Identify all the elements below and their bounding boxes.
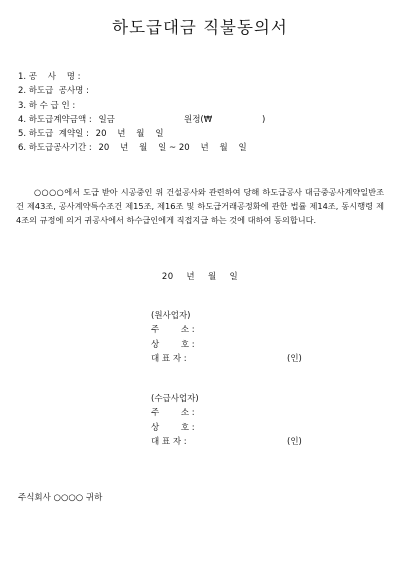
principal-representative-row[interactable] xyxy=(151,352,321,366)
seal-mark: (인) xyxy=(287,436,302,447)
address-label: 주 소 : xyxy=(151,408,195,419)
company-label: 상 호 : xyxy=(151,339,195,350)
document-title: 하도급대금 직불동의서 xyxy=(112,18,288,37)
company-label: 상 호 : xyxy=(151,422,195,433)
field-subcontract-name xyxy=(18,84,388,98)
subcontractor-company-row[interactable] xyxy=(151,421,321,435)
field-contract-amount xyxy=(18,113,388,127)
subcontractor-representative-row[interactable] xyxy=(151,435,321,449)
amount-paren-close: ) xyxy=(262,114,266,125)
signing-date[interactable]: 20 년 월 일 xyxy=(161,272,239,282)
seal-mark: (인) xyxy=(287,353,302,364)
field-number: 6. xyxy=(18,143,27,154)
field-label: 공 사 명 : xyxy=(28,72,81,82)
representative-label: 대 표 자 : xyxy=(151,353,187,364)
representative-label: 대 표 자 : xyxy=(151,436,187,447)
field-number: 3. xyxy=(18,100,27,111)
field-label: 하도급공사기간 : xyxy=(28,143,92,154)
field-construction-period xyxy=(18,141,388,155)
field-label: 하도급 계약일 : xyxy=(28,129,89,140)
field-value[interactable]: 일금 xyxy=(98,114,115,125)
field-construction-name xyxy=(18,70,388,84)
contract-field-list xyxy=(18,70,388,156)
field-subcontractor xyxy=(18,99,388,113)
field-number: 2. xyxy=(18,86,27,97)
subcontractor-block xyxy=(151,392,321,449)
field-value[interactable]: 20 년 월 일 ~ 20 년 월 일 xyxy=(98,143,247,154)
subcontractor-header: (수급사업자) xyxy=(151,394,199,404)
principal-contractor-block xyxy=(151,309,321,366)
field-label: 하 수 급 인 : xyxy=(28,100,76,111)
principal-company-row[interactable] xyxy=(151,338,321,352)
subcontractor-address-row[interactable] xyxy=(151,406,321,420)
principal-header: (원사업자) xyxy=(151,311,191,321)
consent-body-text: ○○○○에서 도급 받아 시공중인 위 건설공사와 관련하여 당해 하도급공사 대금중공사계약일반조건 제43조, 공사계약특수조건 제15조, 제16조 및 하도급거래공정화에 관한 법률 제14조, 동시행령 제4조의 규정에 의거 귀공사에서 하수급인에게 직접지급 하는 것에 대하여 동의합니다. xyxy=(16,187,384,226)
field-number: 1. xyxy=(18,72,27,82)
address-label: 주 소 : xyxy=(151,325,195,336)
field-label: 하도급 공사명 : xyxy=(28,86,89,97)
field-number: 4. xyxy=(18,114,27,125)
field-contract-date xyxy=(18,127,388,141)
field-number: 5. xyxy=(18,129,27,140)
principal-address-row[interactable] xyxy=(151,323,321,337)
field-label: 하도급계약금액 : xyxy=(28,114,92,125)
amount-won-label: 원정(₩ xyxy=(184,114,213,125)
field-value[interactable]: 20 년 월 일 xyxy=(95,129,164,140)
addressee-line: 주식회사 ○○○○ 귀하 xyxy=(18,493,103,503)
